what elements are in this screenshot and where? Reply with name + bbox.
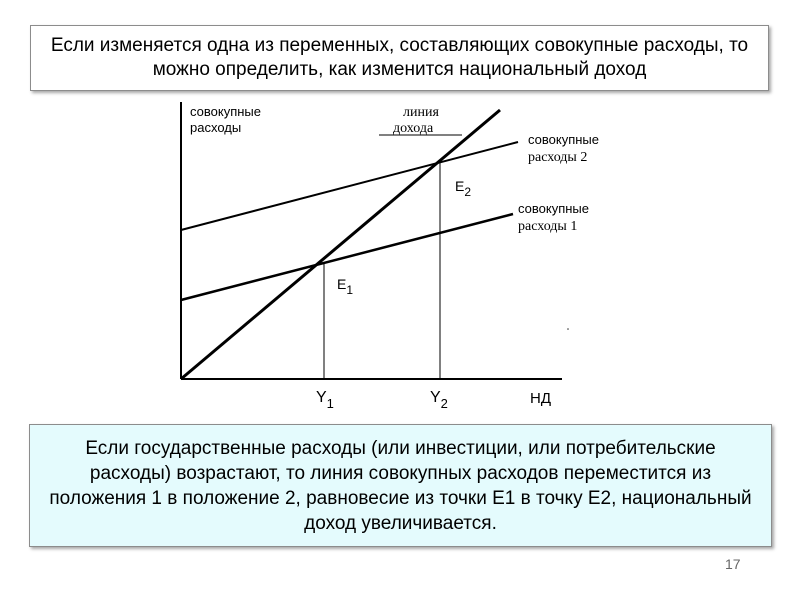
stray-dot (567, 328, 569, 330)
ae1-label-line1: совокупные (518, 201, 589, 216)
income-line-label-line1: линия (403, 105, 439, 120)
explanation-text: Если государственные расходы (или инвестиции, или потребительские расходы) возрастают, то линия совокупных расходов переместится из положения 1 в положение 2, равновесие из точки Е1 в точку Е2, национальный доход увеличивается. (49, 437, 752, 534)
y-axis-label-line1: совокупные (190, 104, 261, 119)
ae1-label-line2: расходы 1 (518, 219, 578, 234)
income-line (181, 110, 500, 379)
y1-label: $Y_1$ (316, 389, 334, 411)
ae2-label-line2: расходы 2 (528, 150, 588, 165)
page-number: 17 (725, 556, 741, 572)
heading-box (30, 25, 769, 91)
aggregate-expenditure-diagram (150, 95, 650, 420)
x-axis-label: НД (530, 390, 551, 407)
y-axis-label-line2: расходы (190, 120, 242, 135)
e2-label: E2 (455, 178, 472, 199)
ae2-label-line1: совокупные (528, 132, 599, 147)
y2-label: $Y_2$ (430, 389, 448, 411)
income-line-label-line2: дохода (393, 121, 434, 136)
e1-label: E1 (337, 276, 354, 297)
heading-text: Если изменяется одна из переменных, составляющих совокупные расходы, то можно определить, как изменится национальный доход (50, 35, 749, 80)
explanation-box (29, 424, 772, 547)
